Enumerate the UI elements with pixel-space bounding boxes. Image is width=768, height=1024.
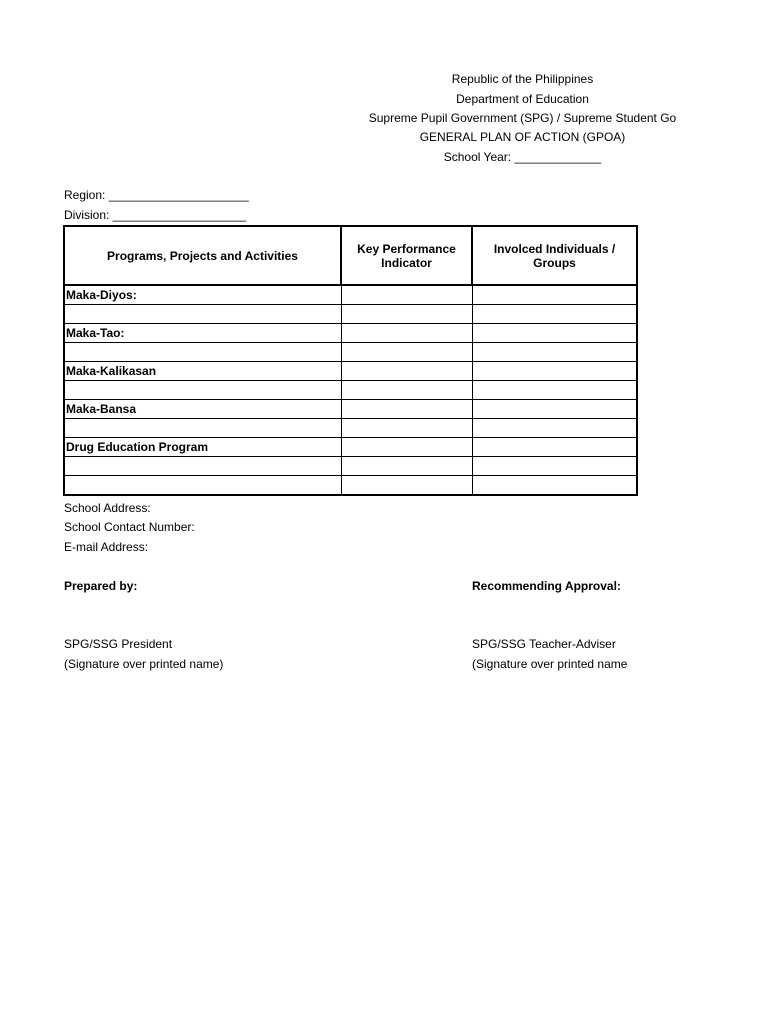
row-label: Drug Education Program [64, 438, 341, 457]
school-contact-label: School Contact Number: [64, 520, 195, 534]
country-heading: Republic of the Philippines [451, 72, 594, 86]
groups-cell [472, 285, 637, 305]
row-label: Maka-Kalikasan [64, 362, 341, 381]
adviser-signature-line: (Signature over printed name [472, 657, 628, 671]
groups-cell [472, 476, 637, 496]
recommending-approval-label: Recommending Approval: [472, 579, 621, 593]
table-row [64, 457, 637, 476]
groups-cell [472, 438, 637, 457]
column-header-groups: Involced Individuals / Groups [472, 226, 637, 285]
department-heading: Department of Education [456, 92, 589, 106]
table-row [64, 285, 637, 305]
kpi-cell [341, 324, 472, 343]
kpi-cell [341, 438, 472, 457]
row-label: Maka-Diyos: [64, 285, 341, 305]
kpi-cell [341, 285, 472, 305]
groups-cell [472, 457, 637, 476]
column-header-kpi: Key Performance Indicator [341, 226, 472, 285]
row-label [64, 476, 341, 496]
groups-cell [472, 419, 637, 438]
table-row [64, 438, 637, 457]
kpi-cell [341, 419, 472, 438]
government-heading: Supreme Pupil Government (SPG) / Supreme Student Go [368, 111, 677, 125]
groups-cell [472, 305, 637, 324]
table-row [64, 305, 637, 324]
division-field: Division: ____________________ [64, 208, 247, 222]
row-label [64, 381, 341, 400]
groups-cell [472, 343, 637, 362]
table-row [64, 362, 637, 381]
column-header-programs: Programs, Projects and Activities [64, 226, 341, 285]
groups-cell [472, 362, 637, 381]
plan-of-action-table [63, 225, 638, 496]
table-row [64, 343, 637, 362]
table-row [64, 419, 637, 438]
table-header-row [64, 226, 637, 285]
kpi-cell [341, 381, 472, 400]
email-address-label: E-mail Address: [64, 540, 149, 554]
kpi-cell [341, 362, 472, 381]
region-field: Region: _____________________ [64, 188, 249, 202]
row-label [64, 343, 341, 362]
president-signature-line: (Signature over printed name) [64, 657, 224, 671]
table-row [64, 400, 637, 419]
row-label: Maka-Tao: [64, 324, 341, 343]
row-label [64, 457, 341, 476]
row-label [64, 419, 341, 438]
table-row [64, 476, 637, 496]
groups-cell [472, 400, 637, 419]
kpi-cell [341, 457, 472, 476]
groups-cell [472, 381, 637, 400]
kpi-cell [341, 343, 472, 362]
adviser-role-label: SPG/SSG Teacher-Adviser [472, 637, 616, 651]
table-row [64, 381, 637, 400]
kpi-cell [341, 305, 472, 324]
school-address-label: School Address: [64, 501, 151, 515]
row-label: Maka-Bansa [64, 400, 341, 419]
school-year-field: School Year: _____________ [443, 150, 602, 164]
kpi-cell [341, 476, 472, 496]
document-title: GENERAL PLAN OF ACTION (GPOA) [419, 130, 626, 144]
kpi-cell [341, 400, 472, 419]
president-role-label: SPG/SSG President [64, 637, 173, 651]
row-label [64, 305, 341, 324]
groups-cell [472, 324, 637, 343]
prepared-by-label: Prepared by: [64, 579, 138, 593]
table-row [64, 324, 637, 343]
